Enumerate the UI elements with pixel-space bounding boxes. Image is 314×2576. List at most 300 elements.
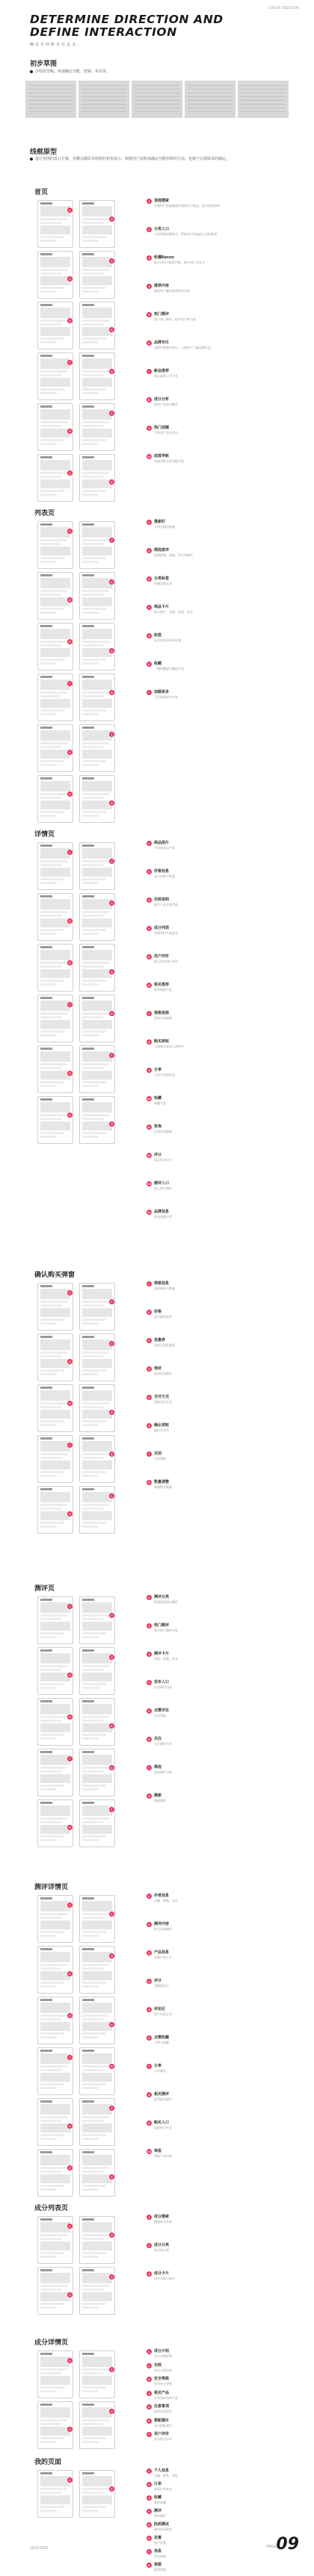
note-description: 头像、昵称、等级 xyxy=(154,2474,178,2477)
annotation-note xyxy=(147,548,293,572)
note-title: 收藏 xyxy=(154,2495,162,2500)
phone-wireframe xyxy=(37,454,73,502)
sketch-image xyxy=(78,81,129,118)
phone-wireframe xyxy=(37,1486,73,1534)
annotation-pin: 1 xyxy=(67,1604,73,1609)
note-title: 用户评价 xyxy=(154,2432,170,2437)
note-number-badge: 4 xyxy=(147,926,152,931)
phone-wireframe xyxy=(79,2351,115,2398)
note-number-badge: 9 xyxy=(147,1068,152,1073)
note-description: 点赞与收藏 xyxy=(154,2041,169,2044)
annotation-pin: 8 xyxy=(109,1452,114,1457)
note-description: 下拉加载更多内容 xyxy=(154,695,178,699)
note-number-badge: 10 xyxy=(147,1097,151,1101)
wireframe-page-title: 测评详情页 xyxy=(34,1883,69,1891)
annotation-note xyxy=(147,2536,293,2545)
note-number-badge: 4 xyxy=(147,2391,152,2396)
note-description: 展示活动与推荐内容，吸引用户注意力 xyxy=(154,261,205,264)
note-number-badge: 12 xyxy=(147,1154,151,1157)
note-number-badge: 1 xyxy=(147,2468,152,2474)
note-description: 关注测评作者 xyxy=(154,1742,172,1746)
note-number-badge: 6 xyxy=(147,983,152,988)
note-title: 评分 xyxy=(154,1979,162,1983)
phone-wireframe xyxy=(79,302,115,349)
annotation-note xyxy=(147,983,293,1007)
note-description: 选择产品规格 xyxy=(154,1016,172,1020)
annotation-note xyxy=(147,2495,293,2504)
note-title: 购买入口 xyxy=(154,2121,170,2125)
annotation-pin: 7 xyxy=(67,1002,73,1007)
note-title: 价格信息 xyxy=(154,869,170,874)
annotation-pin: 3 xyxy=(109,800,114,806)
note-title: 评论区 xyxy=(154,2007,166,2012)
phone-wireframe xyxy=(79,1384,115,1432)
annotation-note xyxy=(147,2035,293,2059)
note-title: 消息 xyxy=(154,2549,162,2554)
note-title: 测评卡片 xyxy=(154,1652,170,1656)
phone-wireframe xyxy=(79,2149,115,2197)
annotation-pin: 2 xyxy=(67,2165,73,2171)
annotation-pin: 3 xyxy=(109,1121,114,1127)
note-description: 测试肤质类型 xyxy=(154,2527,172,2531)
annotation-pin: 9 xyxy=(67,429,73,434)
note-description: 搜索成分名称 xyxy=(154,2220,172,2224)
phone-wireframe xyxy=(79,1596,115,1644)
annotation-pin: 7 xyxy=(67,1756,73,1761)
phone-wireframe xyxy=(79,673,115,721)
note-number-badge: 8 xyxy=(147,1793,152,1799)
note-title: 成分卡片 xyxy=(154,2271,170,2276)
note-description: 推荐相关测评 xyxy=(154,2097,172,2101)
note-description: 展示综合评分 xyxy=(154,1158,172,1162)
annotation-pin: 3 xyxy=(109,479,114,485)
note-title: 功效 xyxy=(154,2362,162,2368)
annotation-note xyxy=(147,1395,293,1419)
annotation-note xyxy=(147,1096,293,1120)
phone-wireframe xyxy=(37,2098,73,2146)
note-title: 数量调整 xyxy=(154,1480,170,1484)
note-description: 用户评论互动 xyxy=(154,2012,172,2016)
note-description: 支持关键词搜索 xyxy=(154,525,175,529)
note-title: 商品图片 xyxy=(154,841,170,845)
note-title: 测评入口 xyxy=(154,1181,170,1186)
note-number-badge: 8 xyxy=(147,1480,152,1485)
note-number-badge: 8 xyxy=(147,1039,152,1045)
annotation-note xyxy=(147,662,293,685)
note-number-badge: 1 xyxy=(147,1894,152,1899)
annotation-pin: 7 xyxy=(67,2055,73,2060)
note-number-badge: 1 xyxy=(147,1595,152,1600)
note-title: 功效说明 xyxy=(154,897,170,902)
note-number-badge: 2 xyxy=(147,227,152,232)
annotation-note xyxy=(147,199,293,223)
note-title: 底部导航 xyxy=(154,454,170,458)
phone-wireframe xyxy=(37,2401,73,2449)
note-title: 轮播Banner xyxy=(154,255,175,260)
note-number-badge: 6 xyxy=(147,1423,152,1428)
note-number-badge: 4 xyxy=(147,1366,152,1372)
annotation-notes xyxy=(147,1894,293,2177)
wireframe-page-title: 详情页 xyxy=(34,830,55,838)
annotation-pin: 5 xyxy=(67,1714,73,1720)
annotation-note xyxy=(147,1281,293,1305)
note-description: 查看订单状态 xyxy=(154,2487,172,2491)
note-title: 推荐内容 xyxy=(154,284,170,288)
note-number-badge: 5 xyxy=(147,2007,152,2012)
annotation-note xyxy=(147,897,293,921)
note-number-badge: 10 xyxy=(147,455,151,458)
footer-year: 2019-2020 xyxy=(30,2546,48,2551)
note-title: 设置 xyxy=(154,2536,162,2540)
annotation-note xyxy=(147,397,293,421)
phone-wireframe xyxy=(37,623,73,671)
annotation-note xyxy=(147,576,293,600)
note-description: 展示热门测评内容 xyxy=(154,1628,178,1632)
annotation-pin: 1 xyxy=(67,208,73,213)
annotation-note xyxy=(147,2509,293,2518)
sketch-image xyxy=(132,81,182,118)
annotation-note xyxy=(147,1652,293,1676)
annotation-pin: 8 xyxy=(109,369,114,374)
phone-wireframe xyxy=(79,842,115,890)
section-rough-title: 初步草图 xyxy=(30,60,58,67)
annotation-pin: 1 xyxy=(67,1290,73,1295)
note-title: 点赞评论 xyxy=(154,1708,170,1713)
annotation-pin: 9 xyxy=(67,1071,73,1076)
note-description: 各维度评分 xyxy=(154,1984,169,1988)
annotation-pin: 4 xyxy=(109,2274,114,2280)
annotation-pin: 1 xyxy=(67,2477,73,2483)
phone-wireframe xyxy=(79,2047,115,2095)
annotation-pin: 1 xyxy=(67,2358,73,2363)
note-description: 方便用户直接搜索所需资讯与商品，提升查找效率 xyxy=(154,204,220,208)
note-number-badge: 8 xyxy=(147,2563,152,2568)
note-number-badge: 8 xyxy=(147,397,152,402)
wireframe-page-block xyxy=(0,508,314,821)
phone-wireframe xyxy=(37,1698,73,1746)
note-title: 测评 xyxy=(154,2509,162,2513)
note-title: 客服 xyxy=(154,2563,162,2567)
note-description: 展示图片、名称、价格、评分 xyxy=(154,610,193,614)
phone-wireframe xyxy=(79,454,115,502)
note-description: 立即购买或加入购物车 xyxy=(154,1045,184,1048)
note-number-badge: 6 xyxy=(147,2035,152,2041)
annotation-pin: 9 xyxy=(67,750,73,755)
phone-wireframe xyxy=(37,1384,73,1432)
note-title: 地址 xyxy=(154,1366,162,1371)
note-description: 账户设置 xyxy=(154,2541,166,2545)
note-title: 举报 xyxy=(154,2149,162,2153)
wireframe-page-title: 测评页 xyxy=(34,1584,55,1592)
annotation-pin: 6 xyxy=(109,1410,114,1415)
annotation-pin: 7 xyxy=(67,360,73,365)
note-description: 展示真实用户评价 xyxy=(154,959,178,963)
note-number-badge: 3 xyxy=(147,1652,152,1657)
annotation-note xyxy=(147,2349,293,2359)
note-description: 展示热门测评，提升用户参与度 xyxy=(154,317,196,321)
note-title: 优惠券 xyxy=(154,1338,166,1343)
annotation-note xyxy=(147,1153,293,1177)
note-title: 热门测评 xyxy=(154,312,170,317)
annotation-notes xyxy=(147,1281,293,1508)
annotation-pin: 8 xyxy=(109,690,114,695)
note-number-badge: 5 xyxy=(147,1395,152,1400)
note-number-badge: 7 xyxy=(147,2432,152,2437)
note-title: 搜索 xyxy=(154,1793,162,1798)
annotation-note xyxy=(147,2363,293,2373)
annotation-notes xyxy=(147,2468,293,2576)
annotation-note xyxy=(147,2432,293,2442)
annotation-notes xyxy=(147,2215,293,2300)
annotation-note xyxy=(147,454,293,478)
annotation-pin: 1 xyxy=(67,850,73,855)
annotation-note xyxy=(147,1068,293,1092)
note-description: 我的收藏 xyxy=(154,2501,166,2504)
annotation-note xyxy=(147,926,293,950)
annotation-note xyxy=(147,2391,293,2401)
note-description: 互动功能 xyxy=(154,1714,166,1717)
annotation-pin: 5 xyxy=(67,1401,73,1406)
annotation-note xyxy=(147,1338,293,1362)
note-description: 按照品类划分测评 xyxy=(154,1600,178,1604)
annotation-pin: 8 xyxy=(109,1765,114,1770)
annotation-note xyxy=(147,2064,293,2088)
sketch-image xyxy=(185,81,236,118)
phone-wireframe xyxy=(37,944,73,992)
note-description: 联系客服 xyxy=(154,2568,166,2572)
note-title: 成分介绍 xyxy=(154,2349,170,2353)
note-number-badge: 11 xyxy=(147,1125,151,1129)
note-title: 成分分类 xyxy=(154,2243,170,2247)
annotation-note xyxy=(147,2482,293,2491)
note-description: 成分安全评级 xyxy=(154,2382,172,2386)
annotation-pin: 3 xyxy=(67,597,73,603)
phone-wireframe xyxy=(79,1698,115,1746)
section-lowfi-title: 线框原型 xyxy=(30,148,58,155)
annotation-note xyxy=(147,369,293,393)
annotation-pin: 7 xyxy=(67,681,73,686)
sketch-image xyxy=(238,81,289,118)
phone-wireframe xyxy=(37,724,73,772)
annotation-note xyxy=(147,1181,293,1205)
annotation-note xyxy=(147,2522,293,2531)
sketch-image xyxy=(25,81,76,118)
phone-wireframe xyxy=(37,1997,73,2044)
annotation-note xyxy=(147,2243,293,2267)
note-title: 品牌信息 xyxy=(154,1210,170,1214)
note-title: 支付方式 xyxy=(154,1395,170,1399)
annotation-note xyxy=(147,2468,293,2477)
phone-wireframe xyxy=(79,1997,115,2044)
note-title: 成分搜索 xyxy=(154,2215,170,2219)
phone-wireframe xyxy=(79,775,115,823)
note-title: 搭配建议 xyxy=(154,2418,170,2423)
note-title: 分享 xyxy=(154,2064,162,2068)
footer-page-label: PAGE xyxy=(266,2545,277,2549)
wireframe-page-block xyxy=(0,2457,314,2572)
phone-wireframe xyxy=(79,623,115,671)
wireframe-page-title: 我的页面 xyxy=(34,2458,62,2465)
annotation-note xyxy=(147,2149,293,2173)
annotation-note xyxy=(147,312,293,336)
annotation-pin: 2 xyxy=(109,538,114,543)
annotation-pin: 3 xyxy=(67,1359,73,1364)
annotation-pin: 3 xyxy=(67,918,73,924)
note-number-badge: 2 xyxy=(147,1623,152,1628)
annotation-pin: 4 xyxy=(109,579,114,585)
note-number-badge: 10 xyxy=(147,2150,151,2153)
note-title: 分类标签 xyxy=(154,576,170,581)
annotation-note xyxy=(147,633,293,657)
note-title: 测评分类 xyxy=(154,1595,170,1599)
note-number-badge: 8 xyxy=(147,2092,152,2097)
phone-wireframe xyxy=(37,1647,73,1695)
top-meta: UI/UX DESIGN xyxy=(269,6,299,10)
note-description: 快速切换主要功能页面 xyxy=(154,459,184,463)
annotation-note xyxy=(147,340,293,364)
note-number-badge: 2 xyxy=(147,548,152,553)
phone-wireframe xyxy=(37,302,73,349)
note-number-badge: 5 xyxy=(147,1708,152,1714)
annotation-pin: 7 xyxy=(67,1443,73,1448)
note-title: 筛选 xyxy=(154,1765,162,1770)
note-number-badge: 3 xyxy=(147,897,152,903)
annotation-pin: 1 xyxy=(109,1807,114,1812)
note-title: 热门测评 xyxy=(154,1623,170,1628)
note-title: 标签 xyxy=(154,633,162,638)
note-title: 顶部搜索 xyxy=(154,199,170,203)
note-description: 头像、昵称、关注 xyxy=(154,1899,178,1903)
annotation-pin: 2 xyxy=(109,1613,114,1618)
note-title: 相关推荐 xyxy=(154,983,170,987)
annotation-pin: 5 xyxy=(67,318,73,323)
note-title: 相关测评 xyxy=(154,2092,170,2097)
annotation-note xyxy=(147,1452,293,1475)
note-description: 进入相关测评 xyxy=(154,1186,172,1190)
note-title: 关注 xyxy=(154,1737,162,1741)
note-description: 分享测评 xyxy=(154,2069,166,2073)
note-title: 注意事项 xyxy=(154,2404,170,2409)
wireframe-page-block xyxy=(0,1882,314,2195)
note-number-badge: 4 xyxy=(147,605,152,610)
annotation-pin: 8 xyxy=(109,1011,114,1016)
annotation-note xyxy=(147,1124,293,1148)
note-number-badge: 2 xyxy=(147,1922,152,1927)
annotation-note xyxy=(147,1979,293,2003)
note-title: 收藏 xyxy=(154,662,162,666)
annotation-pin: 3 xyxy=(67,1673,73,1678)
annotation-pin: 2 xyxy=(109,2367,114,2372)
annotation-note xyxy=(147,227,293,251)
note-description: 封面、标题、作者 xyxy=(154,1657,178,1661)
note-title: 搜索栏 xyxy=(154,520,166,524)
phone-wireframe xyxy=(79,352,115,400)
note-number-badge: 4 xyxy=(147,1680,152,1685)
phone-wireframe xyxy=(79,2470,115,2518)
annotation-pin: 2 xyxy=(109,1299,114,1304)
annotation-pin: 6 xyxy=(109,327,114,332)
note-title: 商品卡片 xyxy=(154,605,170,609)
note-description: 品牌内容集中展示，方便用户了解品牌信息 xyxy=(154,346,211,349)
annotation-pin: 1 xyxy=(109,732,114,737)
note-number-badge: 6 xyxy=(147,1737,152,1742)
annotation-note xyxy=(147,1039,293,1063)
note-description: 收藏产品 xyxy=(154,1101,166,1105)
note-description: 筛选测评内容 xyxy=(154,1770,172,1774)
note-description: 发布测评内容 xyxy=(154,1685,172,1689)
note-number-badge: 14 xyxy=(147,1210,151,1214)
annotation-pin: 1 xyxy=(109,2106,114,2111)
title-line-2: DEFINE INTERACTION xyxy=(30,25,177,39)
wireframe-page-title: 成分详情页 xyxy=(34,2339,69,2346)
note-description: 使用注意事项 xyxy=(154,2409,172,2414)
note-title: 关闭 xyxy=(154,1452,162,1456)
annotation-pin: 4 xyxy=(109,2409,114,2414)
annotation-note xyxy=(147,1623,293,1647)
note-description: 展示产品主要功效 xyxy=(154,903,178,906)
annotation-note xyxy=(147,1310,293,1334)
note-description: 选择收货地址 xyxy=(154,1372,172,1375)
note-description: 成分相关评价 xyxy=(154,2437,172,2442)
note-number-badge: 1 xyxy=(147,841,152,846)
phone-wireframe xyxy=(37,2149,73,2197)
note-description: 提供产品成分解读 xyxy=(154,402,178,406)
note-title: 分类入口 xyxy=(154,227,170,231)
note-number-badge: 1 xyxy=(147,1281,152,1287)
note-number-badge: 1 xyxy=(147,520,152,525)
note-description: 确认并支付 xyxy=(154,1428,169,1432)
note-number-badge: 5 xyxy=(147,2404,152,2409)
note-description: 在线咨询客服 xyxy=(154,1130,172,1133)
note-number-badge: 7 xyxy=(147,1011,152,1016)
note-description: 选择可用优惠券 xyxy=(154,1343,175,1347)
note-description: 按功效分类 xyxy=(154,2248,169,2252)
note-number-badge: 3 xyxy=(147,255,152,261)
footer-page-number: 09 xyxy=(276,2535,299,2554)
note-description: 显示功效及成分标签 xyxy=(154,638,181,642)
annotation-pin: 8 xyxy=(109,2064,114,2069)
annotation-note xyxy=(147,2563,293,2572)
note-number-badge: 2 xyxy=(147,2482,152,2487)
phone-wireframe xyxy=(37,893,73,941)
annotation-pin: 4 xyxy=(109,258,114,264)
note-description: 选择规格与数量 xyxy=(154,1287,175,1290)
title-line-1: DETERMINE DIRECTION AND xyxy=(30,13,224,26)
annotation-pin: 1 xyxy=(67,2224,73,2229)
note-number-badge: 5 xyxy=(147,312,152,317)
phone-wireframe xyxy=(79,1749,115,1796)
annotation-note xyxy=(147,841,293,865)
note-title: 收藏 xyxy=(154,1096,162,1101)
note-title: 价格 xyxy=(154,1310,162,1314)
note-number-badge: 1 xyxy=(147,2349,152,2354)
note-title: 规格选择 xyxy=(154,1011,170,1015)
wireframe-page-block xyxy=(0,829,314,1262)
annotation-pin: 6 xyxy=(109,1723,114,1729)
note-number-badge: 3 xyxy=(147,1950,152,1956)
annotation-pin: 6 xyxy=(109,648,114,653)
annotation-pin: 5 xyxy=(67,639,73,644)
annotation-note xyxy=(147,1950,293,1974)
annotation-pin: 9 xyxy=(67,1825,73,1830)
annotation-pin: 2 xyxy=(109,1911,114,1917)
annotation-pin: 4 xyxy=(109,1341,114,1346)
note-description: 快速切换品类 xyxy=(154,582,172,585)
annotation-pin: 5 xyxy=(67,2013,73,2018)
annotation-pin: 4 xyxy=(109,900,114,906)
annotation-pin: 3 xyxy=(67,2427,73,2432)
note-number-badge: 1 xyxy=(147,2215,152,2220)
